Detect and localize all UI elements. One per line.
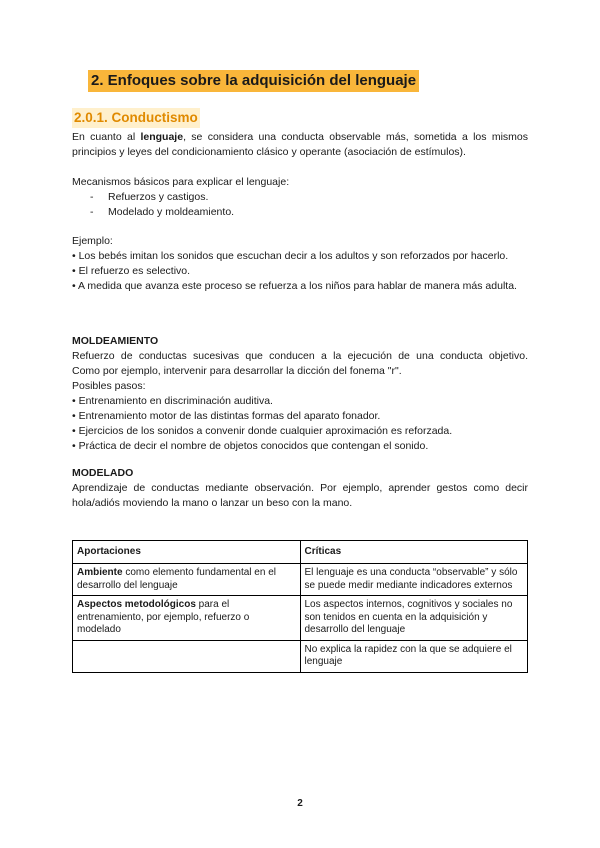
moldeamiento-title: MOLDEAMIENTO bbox=[72, 335, 159, 347]
page-number: 2 bbox=[297, 798, 303, 809]
mechanism-item: - Modelado y moldeamiento. bbox=[90, 206, 235, 218]
example-item: • Los bebés imitan los sonidos que escuchan decir a los adultos y son reforzados por hacerlo. bbox=[72, 250, 509, 262]
intro-bold-term: lenguaje bbox=[140, 131, 184, 143]
intro-line-1 bbox=[72, 130, 528, 145]
example-item: • A medida que avanza este proceso se refuerza a los niños para hablar de manera más adulta. bbox=[72, 280, 517, 292]
mechanisms-heading: Mecanismos básicos para explicar el lenguaje: bbox=[72, 176, 290, 188]
example-heading: Ejemplo: bbox=[72, 235, 113, 247]
intro-line-2: principios y leyes del condicionamiento clásico y operante (asociación de estímulos). bbox=[72, 146, 466, 158]
table-row bbox=[73, 564, 528, 596]
step-item: • Entrenamiento motor de las distintas formas del aparato fonador. bbox=[72, 410, 381, 422]
step-item: • Ejercicios de los sonidos a convenir donde cualquier aproximación es reforzada. bbox=[72, 425, 453, 437]
modelado-block bbox=[72, 466, 528, 511]
steps-heading: Posibles pasos: bbox=[72, 380, 146, 392]
table-cell-right: No explica la rapidez con la que se adquiere el lenguaje bbox=[300, 640, 528, 672]
table-cell-right: El lenguaje es una conducta “observable” y sólo se puede medir mediante indicadores externos bbox=[300, 564, 528, 596]
intro-pre: En cuanto al bbox=[72, 131, 141, 143]
subsection-title: 2.0.1. Conductismo bbox=[72, 108, 200, 128]
table-cell-left bbox=[73, 596, 301, 641]
mechanisms-block bbox=[72, 175, 528, 220]
comparison-table bbox=[72, 540, 528, 673]
cell-bold-term: Ambiente bbox=[77, 567, 123, 578]
modelado-text: Aprendizaje de conductas mediante observación. Por ejemplo, aprender gestos como decir hola/adiós moviendo la mano o lanzar un beso con la mano. bbox=[72, 482, 528, 509]
header-criticas: Críticas bbox=[300, 541, 528, 564]
step-item: • Práctica de decir el nombre de objetos conocidos que contengan el sonido. bbox=[72, 440, 429, 452]
table-row bbox=[73, 596, 528, 641]
modelado-title: MODELADO bbox=[72, 467, 134, 479]
intro-paragraph bbox=[72, 130, 528, 160]
cell-text: para el entrenamiento, por ejemplo, refuerzo o modelado bbox=[77, 599, 250, 635]
intro-rest: , se considera una conducta observable más, sometida a los mismos bbox=[183, 131, 528, 143]
header-aportaciones: Aportaciones bbox=[73, 541, 301, 564]
table-cell-left bbox=[73, 564, 301, 596]
mechanism-item-text: Modelado y moldeamiento. bbox=[108, 206, 235, 218]
cell-text: como elemento fundamental en el desarrollo del lenguaje bbox=[77, 567, 276, 591]
table-cell-right: Los aspectos internos, cognitivos y sociales no son tenidos en cuenta en la adquisición y desarrollo del lenguaje bbox=[300, 596, 528, 641]
cell-bold-term: Aspectos metodológicos bbox=[77, 599, 196, 610]
section-title: 2. Enfoques sobre la adquisición del lenguaje bbox=[88, 70, 419, 92]
moldeamiento-line-2: Como por ejemplo, intervenir para desarrollar la dicción del fonema "r". bbox=[72, 365, 402, 377]
mechanism-item: - Refuerzos y castigos. bbox=[90, 191, 209, 203]
example-block bbox=[72, 234, 528, 294]
mechanism-item-text: Refuerzos y castigos. bbox=[108, 191, 209, 203]
example-item: • El refuerzo es selectivo. bbox=[72, 265, 191, 277]
table-row bbox=[73, 640, 528, 672]
moldeamiento-block bbox=[72, 334, 528, 454]
table-header-row bbox=[73, 541, 528, 564]
step-item: • Entrenamiento en discriminación auditiva. bbox=[72, 395, 273, 407]
table-cell-left bbox=[73, 640, 301, 672]
moldeamiento-line-1: Refuerzo de conductas sucesivas que conducen a la ejecución de una conducta objetivo. bbox=[72, 350, 528, 362]
